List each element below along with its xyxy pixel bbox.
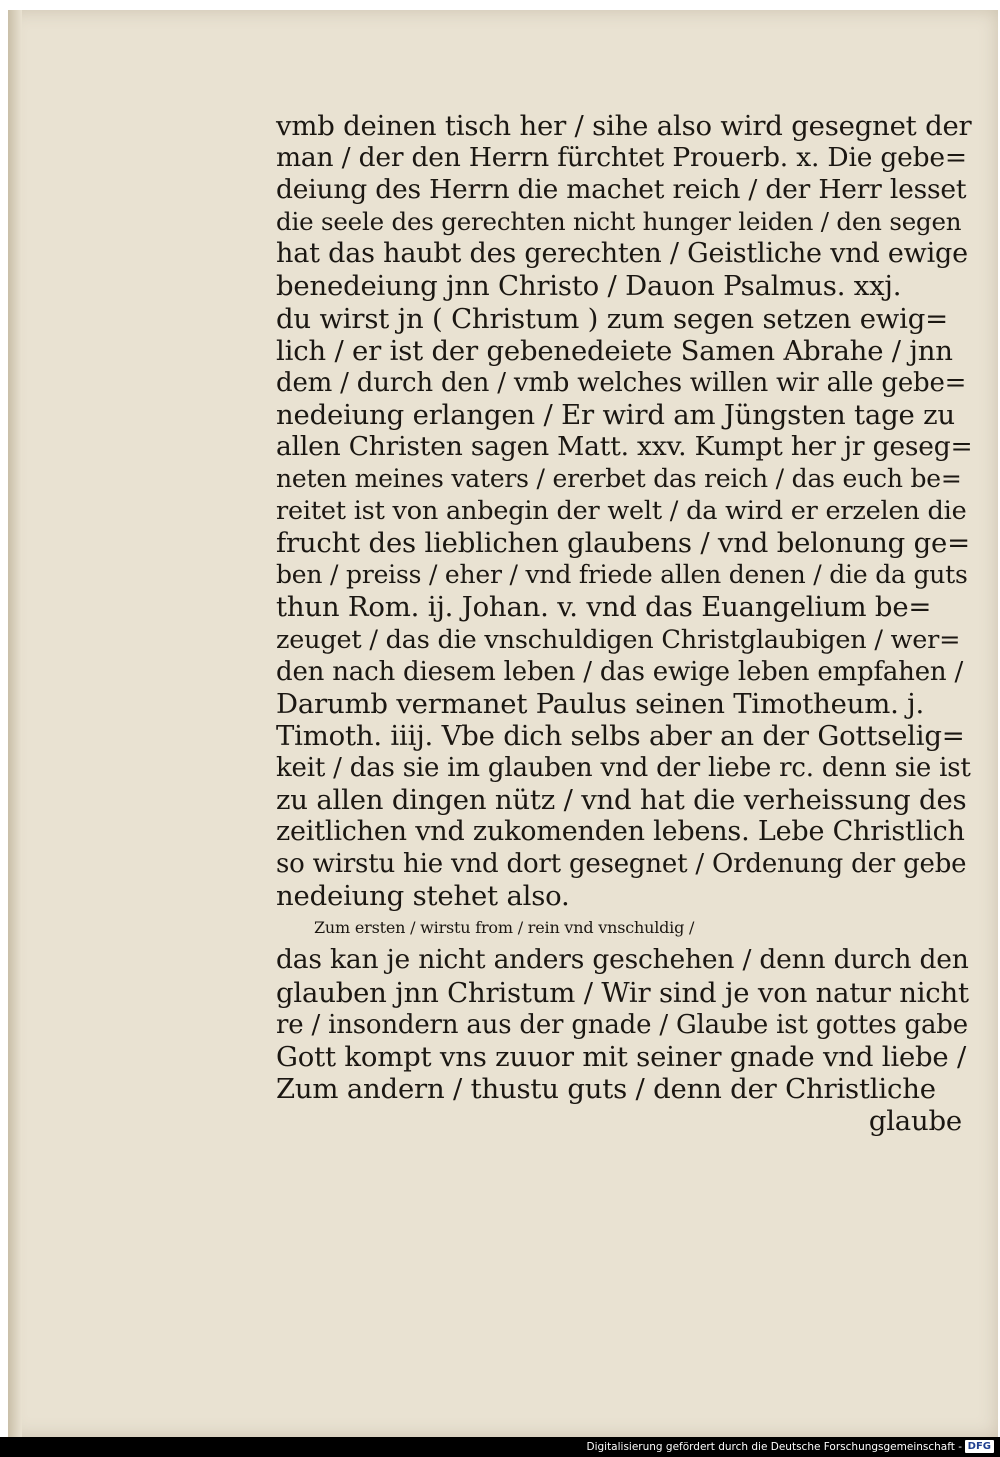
text-line: den nach diesem leben / das ewige leben empfahen / <box>276 656 964 687</box>
text-line: re / insondern aus der gnade / Glaube ist gottes gabe <box>276 1009 968 1040</box>
text-line: Zum andern / thustu guts / denn der Christliche <box>276 1072 936 1105</box>
text-line: zu allen dingen nütz / vnd hat die verheissung des <box>276 783 967 816</box>
page-gutter-shadow <box>8 10 22 1437</box>
text-line: Timoth. iiij. Vbe dich selbs aber an der Gottselig= <box>276 719 965 752</box>
page-text-block <box>276 110 972 1137</box>
text-line: Gott kompt vns zuuor mit seiner gnade vnd liebe / <box>276 1040 967 1073</box>
text-line: keit / das sie im glauben vnd der liebe rc. denn sie ist <box>276 752 971 783</box>
text-line: nedeiung erlangen / Er wird am Jüngsten tage zu <box>276 398 955 431</box>
text-line: zeuget / das die vnschuldigen Christglaubigen / wer= <box>276 624 961 655</box>
text-line: glauben jnn Christum / Wir sind je von natur nicht <box>276 976 969 1009</box>
text-line: nedeiung stehet also. <box>276 880 570 913</box>
dfg-logo: DFG <box>965 1440 994 1453</box>
text-line: ben / preiss / eher / vnd friede allen denen / die da guts <box>276 560 968 590</box>
text-line: lich / er ist der gebenedeiete Samen Abrahe / jnn <box>276 334 953 367</box>
text-line: so wirstu hie vnd dort gesegnet / Ordenung der gebe <box>276 849 967 880</box>
text-line: hat das haubt des gerechten / Geistliche vnd ewige <box>276 238 968 270</box>
text-line: man / der den Herrn fürchtet Prouerb. x. Die gebe= <box>276 142 967 174</box>
text-line: reitet ist von anbegin der welt / da wird er erzelen die <box>276 496 967 527</box>
footer-bar <box>0 1437 1000 1457</box>
text-line: die seele des gerechten nicht hunger leiden / den segen <box>276 207 962 237</box>
catchword: glaube <box>868 1104 962 1137</box>
text-line: frucht des lieblichen glaubens / vnd belonung ge= <box>276 527 970 560</box>
text-line: thun Rom. ij. Johan. v. vnd das Euangelium be= <box>276 591 932 624</box>
text-line: zeitlichen vnd zukomenden lebens. Lebe Christlich <box>276 816 965 848</box>
text-line: allen Christen sagen Matt. xxv. Kumpt her jr geseg= <box>276 430 973 462</box>
text-line: dem / durch den / vmb welches willen wir alle gebe= <box>276 367 967 398</box>
text-line: deiung des Herrn die machet reich / der Herr lesset <box>276 174 967 206</box>
text-line: du wirst jn ( Christum ) zum segen setzen ewig= <box>276 302 948 335</box>
text-line: das kan je nicht anders geschehen / denn durch den <box>276 944 969 976</box>
footer-credit: Digitalisierung gefördert durch die Deutsche Forschungsgemeinschaft - <box>586 1441 962 1453</box>
text-line: benedeiung jnn Christo / Dauon Psalmus. xxj. <box>276 270 902 303</box>
text-line: neten meines vaters / ererbet das reich / das euch be= <box>276 464 962 494</box>
text-line: Zum ersten / wirstu from / rein vnd vnschuldig / <box>314 918 695 938</box>
text-line: Darumb vermanet Paulus seinen Timotheum. j. <box>276 687 925 720</box>
text-line: vmb deinen tisch her / sihe also wird gesegnet der <box>276 110 972 142</box>
